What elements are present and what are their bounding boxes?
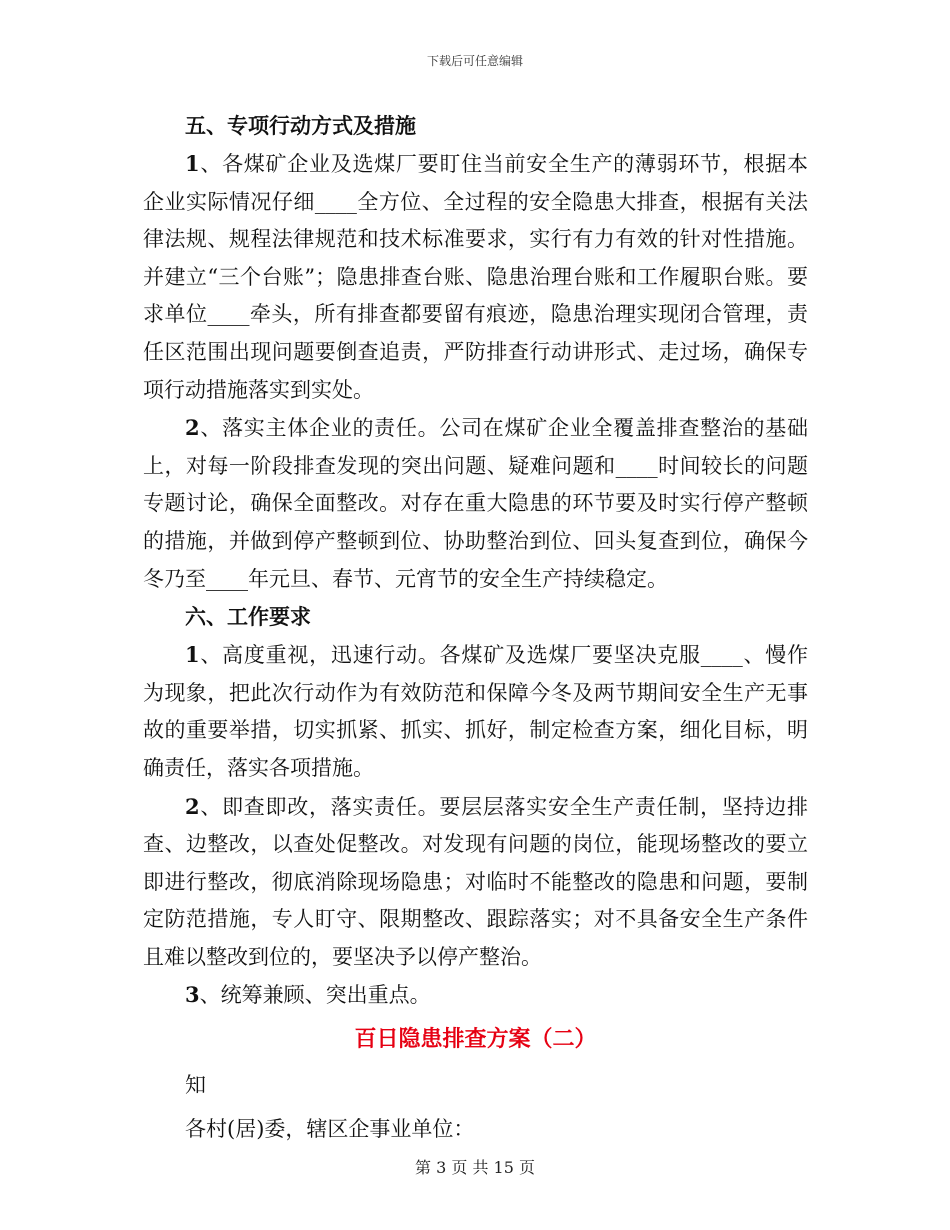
item-number: 1 xyxy=(185,151,200,176)
document-title: 百日隐患排查方案（二） xyxy=(354,1026,597,1053)
paragraph-5-1 xyxy=(143,145,808,409)
item-number: 2 xyxy=(185,793,200,819)
paragraph-6-2 xyxy=(143,788,808,977)
item-number: 2 xyxy=(185,415,200,441)
addressee-line: 各村(居)委，辖区企事业单位： xyxy=(185,1117,475,1142)
paragraph-text: 、各煤矿企业及选煤厂要盯住当前安全生产的薄弱环节，根据本企业实际情况仔细____全方位、全过程的安全隐患大排查，根据有关法律法规、规程法律规范和技术标准要求，实行有力有效的针对性措施。并建立“三个台账”；隐患排查台账、隐患治理台账和工作履职台账。要求单位____牵头，所有排查都要留有痕迹，隐患治理实现闭合管理，责任区范围出现问题要倒查追责，严防排查行动讲形式、走过场，确保专项行动措施落实到实处。 xyxy=(143,152,808,402)
item-number: 3 xyxy=(185,982,200,1008)
page-number: 第 3 页 共 15 页 xyxy=(415,1158,535,1177)
item-number: 1 xyxy=(185,642,200,668)
paragraph-6-1 xyxy=(143,636,808,787)
section-heading-6: 六、工作要求 xyxy=(185,604,311,630)
paragraph-text: 、落实主体企业的责任。公司在煤矿企业全覆盖排查整治的基础上，对每一阶段排查发现的突出问题、疑难问题和____时间较长的问题专题讨论，确保全面整改。对存在重大隐患的环节要及时实行停产整顿的措施，并做到停产整顿到位、协助整治到位、回头复查到位，确保今冬乃至____年元旦、春节、元宵节的安全生产持续稳定。 xyxy=(143,416,808,591)
section-heading-5: 五、专项行动方式及措施 xyxy=(185,113,416,138)
paragraph-text: 、高度重视，迅速行动。各煤矿及选煤厂要坚决克服____、慢作为现象，把此次行动作为有效防范和保障今冬及两节期间安全生产无事故的重要举措，切实抓紧、抓实、抓好，制定检查方案，细化目标，明确责任，落实各项措施。 xyxy=(143,643,808,780)
paragraph-6-3 xyxy=(143,976,808,1015)
notice-line: 知 xyxy=(185,1073,206,1098)
header-note: 下载后可任意编辑 xyxy=(426,54,523,68)
paragraph-text: 、统筹兼顾、突出重点。 xyxy=(199,983,431,1008)
document-body xyxy=(143,107,808,1151)
paragraph-text: 、即查即改，落实责任。要层层落实安全生产责任制，坚持边排查、边整改，以查处促整改。对发现有问题的岗位，能现场整改的要立即进行整改，彻底消除现场隐患；对临时不能整改的隐患和问题，要制定防范措施，专人盯守、限期整改、跟踪落实；对不具备安全生产条件且难以整改到位的，要坚决予以停产整治。 xyxy=(143,794,808,969)
paragraph-5-2 xyxy=(143,409,808,598)
